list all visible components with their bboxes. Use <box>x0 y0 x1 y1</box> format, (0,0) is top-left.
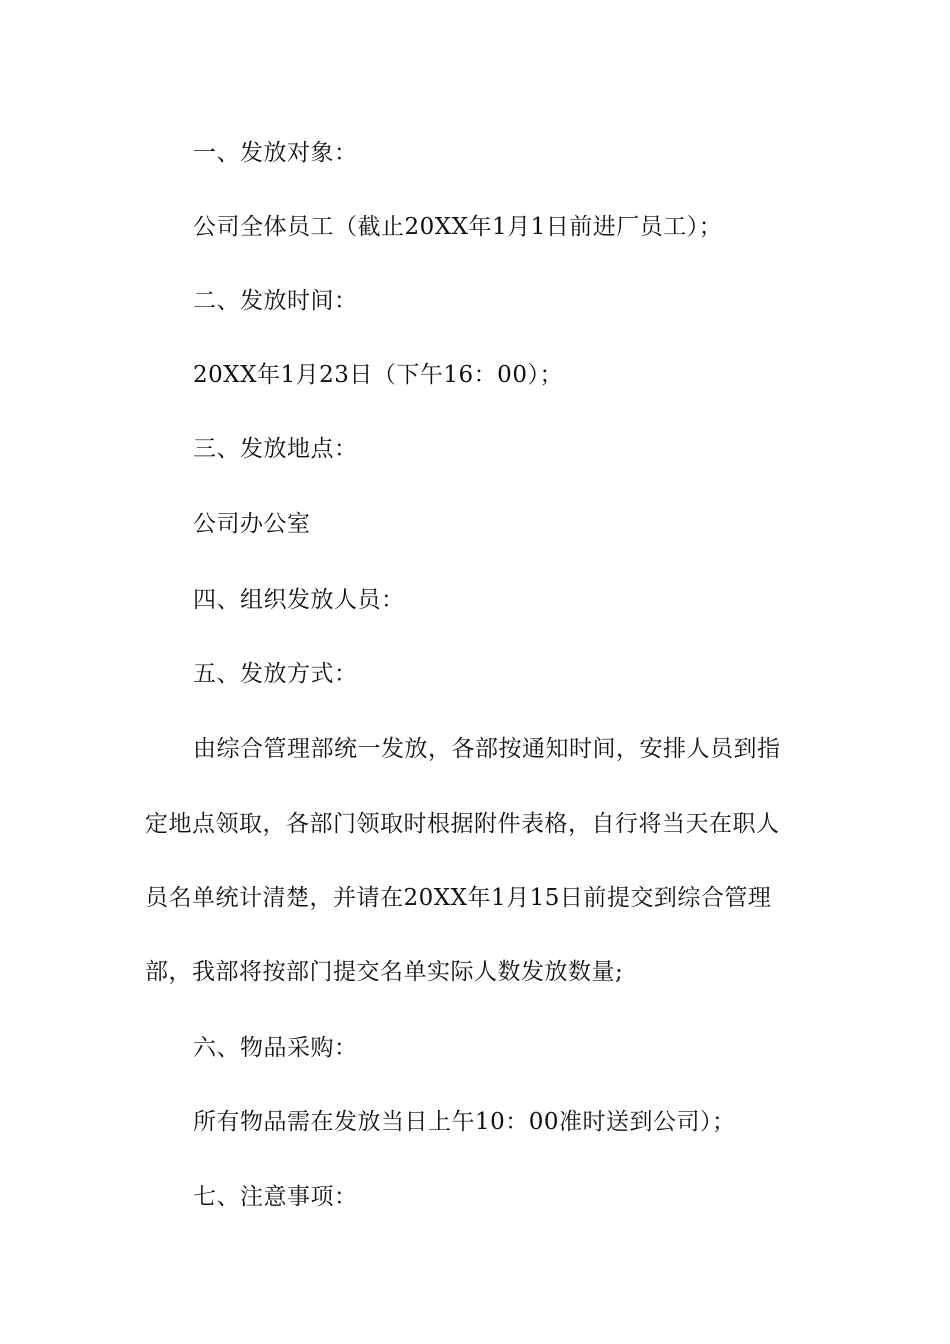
paragraph-time: 20XX年1月23日（下午16：00）； <box>193 362 563 388</box>
paragraph-recipients: 公司全体员工（截止20XX年1月1日前进厂员工）； <box>193 214 723 240</box>
section-heading-notes: 七、注意事项： <box>193 1184 358 1210</box>
paragraph-method-line-2: 定地点领取，各部门领取时根据附件表格，自行将当天在职人 <box>145 811 780 837</box>
section-heading-location: 三、发放地点： <box>193 436 358 462</box>
section-heading-procurement: 六、物品采购： <box>193 1035 358 1061</box>
paragraph-method-line-3: 员名单统计清楚，并请在20XX年1月15日前提交到综合管理 <box>145 885 772 911</box>
section-heading-staff: 四、组织发放人员： <box>193 587 405 613</box>
paragraph-procurement: 所有物品需在发放当日上午10：00准时送到公司）； <box>193 1109 736 1135</box>
paragraph-method-line-1: 由综合管理部统一发放，各部按通知时间，安排人员到指 <box>193 736 781 762</box>
section-heading-method: 五、发放方式： <box>193 661 358 687</box>
paragraph-location: 公司办公室 <box>193 511 311 537</box>
section-heading-recipients: 一、发放对象： <box>193 140 358 166</box>
paragraph-method-line-4: 部，我部将按部门提交名单实际人数发放数量; <box>145 959 624 985</box>
section-heading-time: 二、发放时间： <box>193 288 358 314</box>
